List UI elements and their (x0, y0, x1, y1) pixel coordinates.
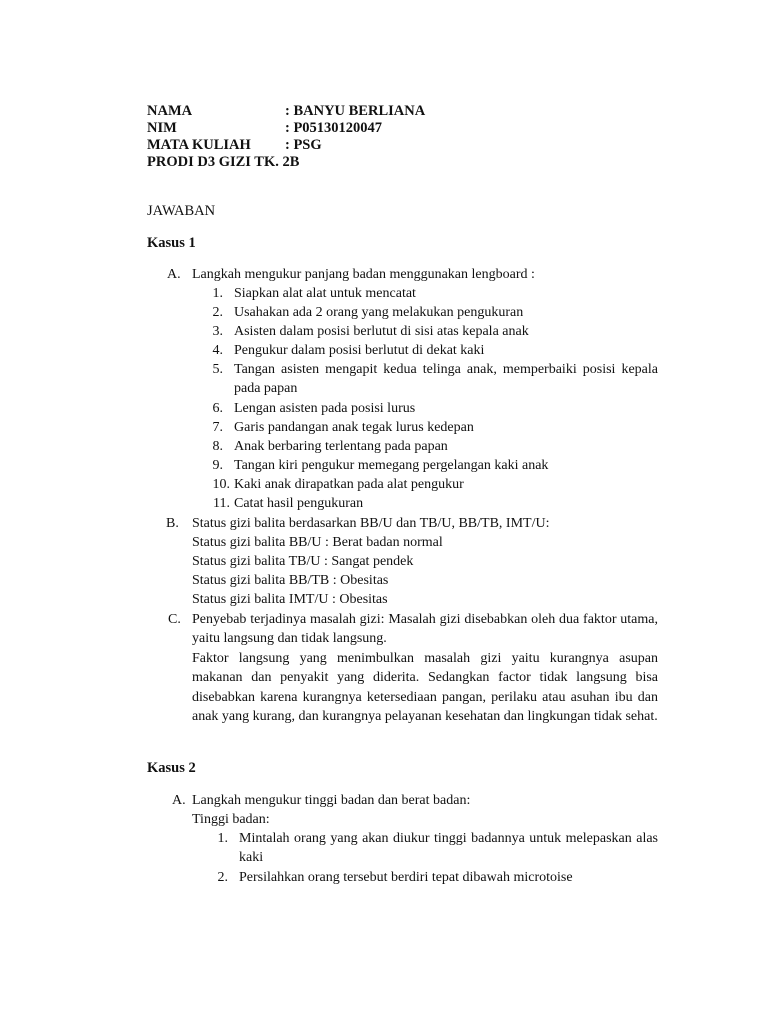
step-number: 7. (212, 420, 223, 435)
kasus1-b-marker: B. (166, 516, 179, 531)
step-number: 6. (212, 401, 223, 416)
header-nim-row (147, 120, 382, 137)
kasus1-c-marker: C. (168, 612, 181, 627)
kasus1-a-marker: A. (167, 267, 181, 282)
step-text: Tangan kiri pengukur memegang pergelangan kaki anak (234, 458, 549, 473)
kasus2-title: Kasus 2 (147, 760, 196, 776)
step-number: 2. (217, 870, 228, 885)
jawaban-heading: JAWABAN (147, 203, 216, 219)
step-text: Usahakan ada 2 orang yang melakukan pengukuran (234, 305, 524, 320)
header-prodi: PRODI D3 GIZI TK. 2B (147, 154, 300, 170)
nama-label: NAMA (147, 103, 193, 119)
step-text: Kaki anak dirapatkan pada alat pengukur (234, 477, 464, 492)
step-text: Tangan asisten mengapit kedua telinga anak, memperbaiki posisi kepala pada papan (234, 362, 658, 397)
step-number: 1. (212, 286, 223, 301)
step-number: 8. (212, 439, 223, 454)
kasus1-c-paragraph-1: Penyebab terjadinya masalah gizi: Masalah gizi disebabkan oleh dua faktor utama, yaitu langsung dan tidak langsung. (192, 612, 658, 647)
step-text: Asisten dalam posisi berlutut di sisi atas kepala anak (234, 324, 529, 339)
nim-value: : P05130120047 (285, 120, 383, 136)
kasus2-a-subheading: Tinggi badan: (192, 812, 270, 827)
status-line: Status gizi balita berdasarkan BB/U dan TB/U, BB/TB, IMT/U: (192, 516, 550, 531)
kasus1-title: Kasus 1 (147, 235, 196, 251)
step-text: Persilahkan orang tersebut berdiri tepat dibawah microtoise (239, 870, 573, 885)
status-line: Status gizi balita BB/U : Berat badan normal (192, 535, 443, 550)
matkul-value: : PSG (285, 137, 322, 153)
step-number: 4. (212, 343, 223, 358)
matkul-label: MATA KULIAH (147, 137, 251, 153)
step-number: 11. (213, 496, 230, 511)
step-number: 9. (212, 458, 223, 473)
kasus2-a-text: Langkah mengukur tinggi badan dan berat badan: (192, 793, 471, 808)
kasus1-a-text: Langkah mengukur panjang badan menggunakan lengboard : (192, 267, 535, 282)
header-nama-row (147, 103, 425, 120)
status-line: Status gizi balita BB/TB : Obesitas (192, 573, 389, 588)
step-number: 1. (217, 831, 228, 846)
step-number: 3. (212, 324, 223, 339)
status-line: Status gizi balita TB/U : Sangat pendek (192, 554, 414, 569)
step-text: Pengukur dalam posisi berlutut di dekat kaki (234, 343, 485, 358)
step-number: 5. (212, 362, 223, 377)
nama-value: : BANYU BERLIANA (285, 103, 426, 119)
kasus1-c-paragraph-2: Faktor langsung yang menimbulkan masalah gizi yaitu kurangnya asupan makanan dan penyakit yang diderita. Sedangkan factor tidak langsung bisa disebabkan karena kurangnya ketersediaan pangan, perilaku atau asuhan ibu dan anak yang kurang, dan kurangnya pelayanan kesehatan dan lingkungan tidak sehat. (192, 651, 658, 724)
step-text: Anak berbaring terlentang pada papan (234, 439, 448, 454)
status-line: Status gizi balita IMT/U : Obesitas (192, 592, 388, 607)
step-text: Catat hasil pengukuran (234, 496, 364, 511)
step-text: Siapkan alat alat untuk mencatat (234, 286, 416, 301)
nim-label: NIM (147, 120, 177, 136)
step-text: Mintalah orang yang akan diukur tinggi badannya untuk melepaskan alas kaki (239, 831, 658, 866)
step-number: 2. (212, 305, 223, 320)
header-matkul-row (147, 137, 322, 154)
step-text: Lengan asisten pada posisi lurus (234, 401, 416, 416)
step-number: 10. (212, 477, 230, 492)
step-text: Garis pandangan anak tegak lurus kedepan (234, 420, 474, 435)
kasus2-a-marker: A. (172, 793, 186, 808)
